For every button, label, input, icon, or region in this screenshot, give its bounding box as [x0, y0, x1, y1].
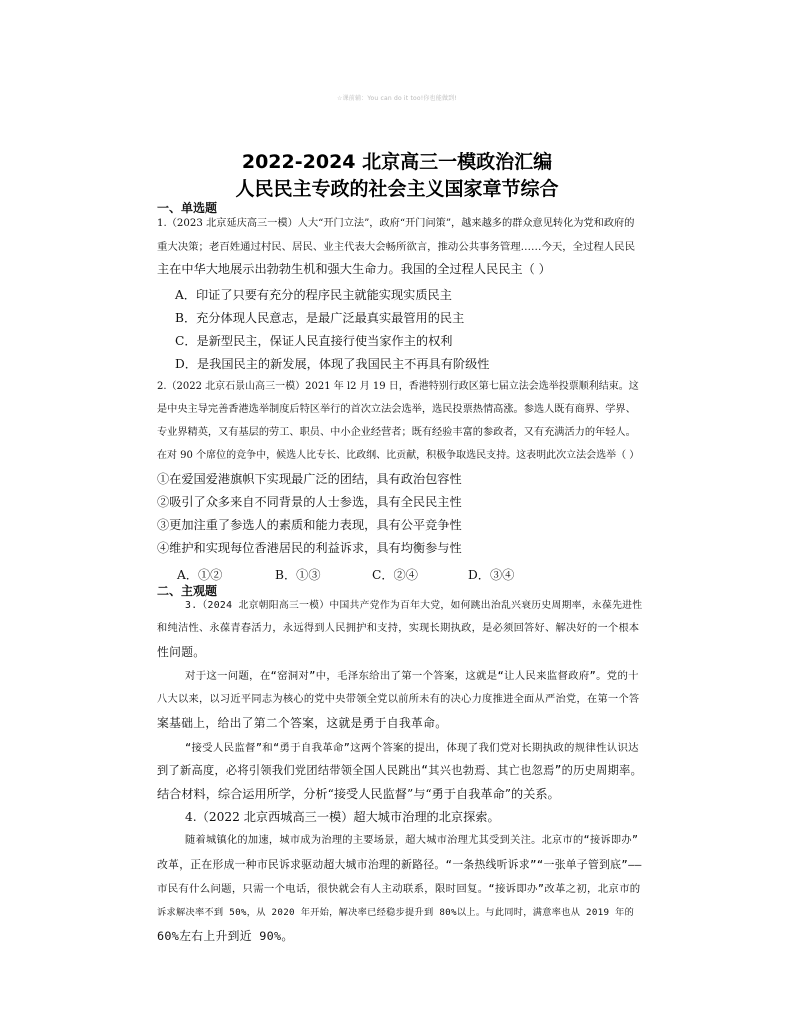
section-heading-single-choice: 一、单选题 — [157, 201, 218, 215]
q2-stem-line: 专业界精英，又有基层的劳工、职员、中小企业经营者；既有经验丰富的参政者，又有充满活力的年轻人。 — [157, 427, 636, 438]
q4-title-line: 4.（2022 北京西城高三一模）超大城市治理的北京探索。 — [185, 810, 500, 824]
q4-text-line: 诉求解决率不到 50%，从 2020 年开始，解决率已经稳步提升到 80%以上。与此同时，满意率也从 2019 年的 — [157, 907, 635, 918]
q3-text-line: 对于这一问题，在“窑洞对”中，毛泽东给出了第一个答案，这就是“让人民来监督政府”。党的十 — [185, 670, 639, 682]
q4-text-line: 60%左右上升到近 90%。 — [157, 929, 294, 943]
watermark-text: ☆课前辅：You can do it too!你也能做到! — [337, 95, 457, 102]
q1-stem-line: 重大决策；老百姓通过村民、居民、业主代表大会畅所欲言，推动公共事务管理……今天，全过程人民民 — [157, 241, 635, 253]
q2-stem-line: 在对 90 个席位的竞争中，候选人比专长、比政纲、比贡献，积极争取选民支持。这表明此次立法会选举（ ） — [157, 450, 640, 461]
q1-stem-line: 主在中华大地展示出勃勃生机和强大生命力。我国的全过程人民民主（ ） — [157, 262, 551, 276]
q2-choice-c: C．②④ — [372, 568, 418, 582]
q2-choice-a: A．①② — [177, 568, 223, 582]
q4-text-line: 市民有什么问题，只需一个电话，很快就会有人主动联系，限时回复。“接诉即办”改革之初，北京市的 — [157, 883, 641, 895]
document-title-line2: 人民民主专政的社会主义国家章节综合 — [235, 178, 559, 200]
q4-text-line: 改革，正在形成一种市民诉求驱动超大城市治理的新路径。“一条热线听诉求”“一张单子管到底”—— — [157, 858, 642, 871]
q3-text-line: “接受人民监督”和“勇于自我革命”这两个答案的提出，体现了我们党对长期执政的规律性认识达 — [185, 742, 639, 754]
section-heading-subjective: 二、主观题 — [157, 584, 218, 598]
q3-question-line: 结合材料，综合运用所学，分析“接受人民监督”与“勇于自我革命”的关系。 — [157, 787, 560, 801]
q3-text-line: 3.（2024 北京朝阳高三一模）中国共产党作为百年大党，如何跳出治乱兴衰历史周期率，永葆先进性 — [185, 600, 643, 611]
q2-choice-b: B．①③ — [275, 568, 321, 582]
q2-stem-line: 2.（2022 北京石景山高三一模）2021 年 l2 月 19 日，香港特别行政区第七届立法会选举投票顺利结束。这 — [157, 381, 639, 392]
q3-text-line: 八大以来，以习近平同志为核心的党中央带领全党以前所未有的决心力度推进全面从严治党，在第一个答 — [157, 694, 640, 705]
q1-option-c: C．是新型民主，保证人民直接行使当家作主的权利 — [175, 334, 453, 348]
q2-stem-line: 是中央主导完善香港选举制度后特区举行的首次立法会选举，选民投票热情高涨。参选人既有商界、学界、 — [157, 404, 636, 415]
q3-text-line: 和纯洁性、永葆青春活力，永远得到人民拥护和支持，实现长期执政，是必须回答好、解决好的一个根本 — [157, 623, 640, 634]
q3-text-line: 到了新高度，必将引领我们党团结带领全国人民跳出“其兴也勃焉、其亡也忽焉”的历史周期率。 — [157, 764, 643, 777]
q1-stem-line: 1.（2023 北京延庆高三一模）人大“开门立法”，政府“开门问策”，越来越多的群众意见转化为党和政府的 — [157, 218, 635, 229]
q2-statement-1: ①在爱国爱港旗帜下实现最广泛的团结，具有政治包容性 — [157, 472, 462, 486]
q1-option-a: A．印证了只要有充分的程序民主就能实现实质民主 — [175, 288, 452, 302]
q2-statement-4: ④维护和实现每位香港居民的利益诉求，具有均衡参与性 — [157, 541, 462, 555]
q2-statement-2: ②吸引了众多来自不同背景的人士参选，具有全民民主性 — [157, 495, 462, 509]
q3-text-line: 性问题。 — [157, 645, 206, 659]
q3-text-line: 案基础上，给出了第二个答案，这就是勇于自我革命。 — [157, 716, 448, 730]
q2-statement-3: ③更加注重了参选人的素质和能力表现，具有公平竞争性 — [157, 518, 462, 532]
q1-option-b: B．充分体现人民意志，是最广泛最真实最管用的民主 — [175, 311, 465, 325]
q2-choice-d: D．③④ — [468, 568, 515, 582]
q4-text-line: 随着城镇化的加速，城市成为治理的主要场景，超大城市治理尤其受到关注。北京市的“接诉即办” — [185, 835, 639, 846]
q1-option-d: D．是我国民主的新发展，体现了我国民主不再具有阶级性 — [175, 357, 490, 371]
document-title-line1: 2022-2024 北京高三一模政治汇编 — [241, 151, 553, 173]
